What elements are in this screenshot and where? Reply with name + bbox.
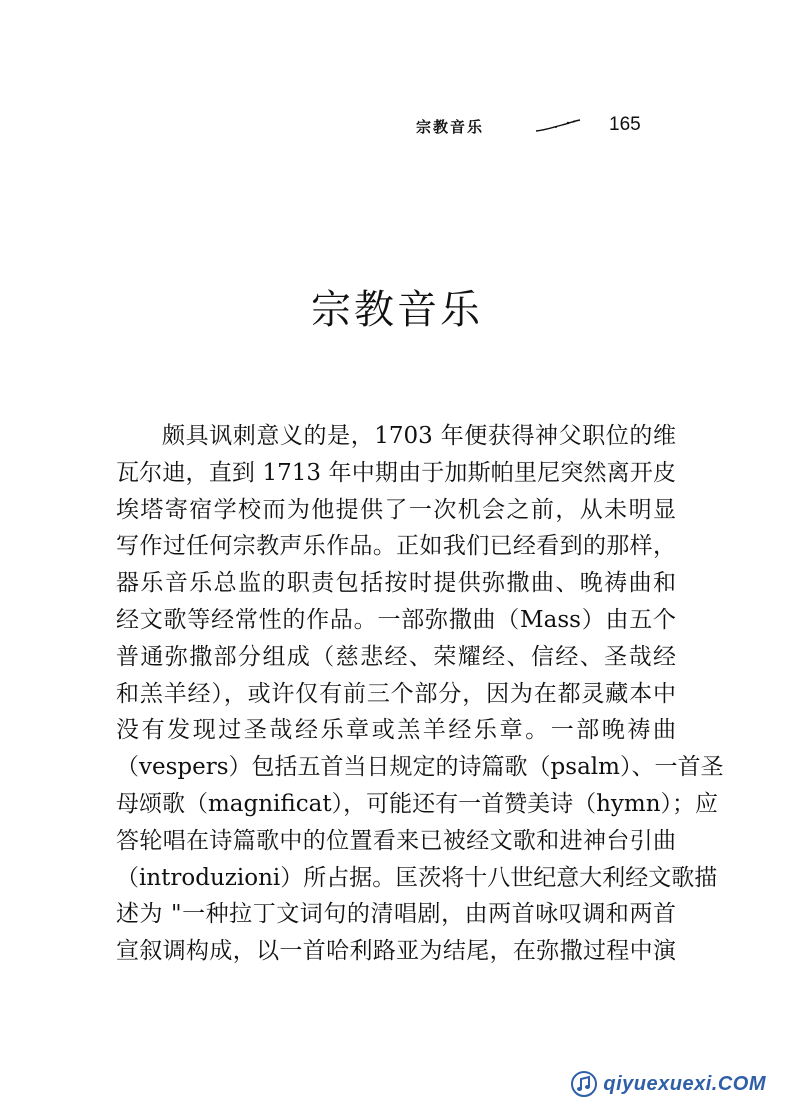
page-number: 165 bbox=[609, 114, 641, 135]
text-line: 瓦尔迪，直到 1713 年中期由于加斯帕里尼突然离开皮 bbox=[116, 459, 676, 486]
running-title: 宗教音乐 bbox=[416, 118, 485, 136]
text-line: 器乐音乐总监的职责包括按时提供弥撒曲、晚祷曲和 bbox=[116, 570, 676, 597]
music-note-icon bbox=[571, 1071, 597, 1097]
text-line: 宣叙调构成，以一首哈利路亚为结尾，在弥撒过程中演 bbox=[116, 938, 676, 965]
text-line: 写作过任何宗教声乐作品。正如我们已经看到的那样， bbox=[116, 533, 676, 560]
body-paragraph bbox=[116, 418, 724, 970]
text-line: 普通弥撒部分组成（慈悲经、荣耀经、信经、圣哉经 bbox=[116, 643, 676, 670]
text-line: （vespers）包括五首当日规定的诗篇歌（psalm）、一首圣 bbox=[116, 754, 724, 781]
running-header bbox=[416, 114, 656, 140]
text-line: （introduzioni）所占据。匡茨将十八世纪意大利经文歌描 bbox=[116, 864, 718, 891]
text-line: 答轮唱在诗篇歌中的位置看来已被经文歌和进神台引曲 bbox=[116, 827, 676, 854]
watermark-text: qiyuexuexi.COM bbox=[603, 1072, 766, 1095]
text-line: 和羔羊经），或许仅有前三个部分，因为在都灵藏本中 bbox=[116, 680, 676, 707]
site-watermark bbox=[571, 1070, 766, 1098]
text-line: 经文歌等经常性的作品。一部弥撒曲（Mass）由五个 bbox=[116, 606, 676, 633]
chapter-title: 宗教音乐 bbox=[311, 287, 483, 333]
text-line: 母颂歌（magnificat），可能还有一首赞美诗（hymn）；应 bbox=[116, 790, 719, 817]
text-line: 颇具讽刺意义的是，1703 年便获得神父职位的维 bbox=[162, 423, 676, 449]
text-line: 述为 "一种拉丁文词句的清唱剧，由两首咏叹调和两首 bbox=[116, 901, 676, 928]
text-line: 没有发现过圣哉经乐章或羔羊经乐章。一部晚祷曲 bbox=[116, 717, 676, 744]
decorative-flourish-icon bbox=[534, 118, 582, 134]
text-line: 埃塔寄宿学校而为他提供了一次机会之前，从未明显 bbox=[116, 496, 676, 523]
